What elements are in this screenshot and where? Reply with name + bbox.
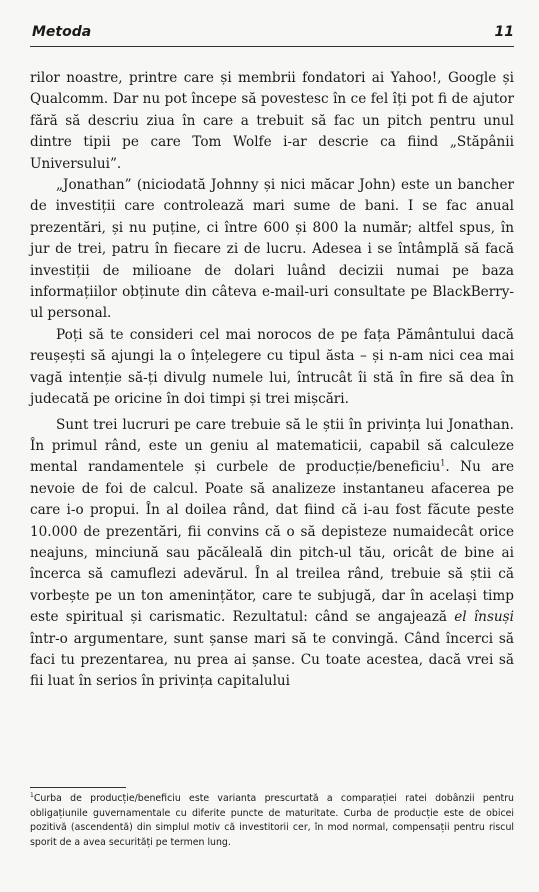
- footnote-reference: 1: [440, 458, 446, 468]
- paragraph-4-text-end: într-o argumentare, sunt șanse mari să te convingă. Când încerci să faci tu prezentarea, nu prea ai șanse. Cu toate acestea, dacă vrei să fii luat în serios în privința capitalului: [30, 630, 514, 690]
- emphasis-text: el însuși: [454, 609, 514, 626]
- body-text: [30, 68, 514, 693]
- footnote-text: Curba de producție/beneficiu este varianta prescurtată a comparației ratei dobânzii pentru obligațiunile guvernamentale cu diferite puncte de maturitate. Curba de producție este de obicei pozitivă (ascendentă) din simplul motiv că investitorii cer, în mod normal, compensații pentru riscul sporit de a avea securități pe termen lung.: [30, 793, 514, 848]
- paragraph-2: „Jonathan” (niciodată Johnny și nici măcar John) este un bancher de investiții care controlează mari sume de bani. I se fac anual prezentări, și nu puține, ci între 600 și 800 la număr; altfel spus, în jur de trei, patru în fiecare zi de lucru. Adesea i se întâmplă să facă investiții de milioane de dolari luând decizii numai pe baza informațiilor obținute din câteva e-mail-uri consultate pe BlackBerry-ul personal.: [30, 177, 514, 322]
- paragraph-3: Poți să te consideri cel mai norocos de pe fața Pământului dacă reușești să ajungi la o înțelegere cu tipul ăsta – și n-am nici cea mai vagă intenție să-ți divulg numele lui, întrucât îi stă în fire să dea în judecată pe oricine în doi timpi și trei mișcări.: [30, 326, 514, 408]
- paragraph-4: [30, 415, 514, 693]
- paragraph-4-text-cont: . Nu are nevoie de foi de calcul. Poate să analizeze instantaneu afacerea pe care i-o propui. În al doilea rând, dat fiind că i-au fost făcute peste 10.000 de prezentări, fii convins că o să depisteze numaidecât orice neajuns, minciună sau păcăleală din pitch-ul tău, oricât de bine ai încerca să camuflezi adevărul. În al treilea rând, trebuie să știi că vorbește pe un ton amenințător, care te subjugă, dar în același timp este spiritual și carismatic. Rezultatul: când se angajează: [30, 459, 514, 626]
- footnote-divider: [30, 787, 126, 788]
- footnote: [30, 792, 514, 850]
- footnote-marker: 1: [30, 791, 34, 799]
- section-title: Metoda: [32, 24, 92, 40]
- paragraph-4-text: Sunt trei lucruri pe care trebuie să le știi în privința lui Jonathan. În primul rând, este un geniu al matematicii, capabil să calculeze mental randamentele și curbele de producție/beneficiu: [30, 416, 514, 476]
- page-number: 11: [494, 24, 514, 40]
- paragraph-1: rilor noastre, printre care și membrii fondatori ai Yahoo!, Google și Qualcomm. Dar nu pot începe să povestesc în ce fel îți pot fi de ajutor fără să descriu ziua în care a trebuit să fac un pitch pentru unul dintre tipii pe care Tom Wolfe i-ar descrie ca fiind „Stăpânii Universului”.: [30, 70, 514, 172]
- running-header: [30, 22, 514, 47]
